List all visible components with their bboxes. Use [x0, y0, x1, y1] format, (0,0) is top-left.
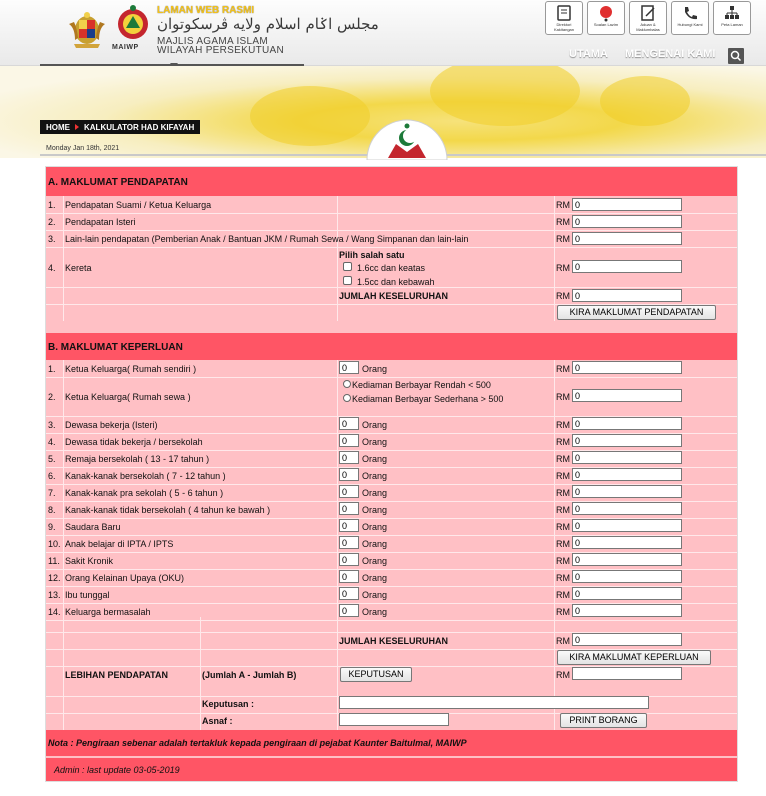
- section-b-title: B. MAKLUMAT KEPERLUAN: [48, 342, 183, 353]
- rm-label: RM: [556, 556, 570, 566]
- orang-label: Orang: [362, 522, 388, 532]
- row-number: 12.: [48, 573, 61, 583]
- section-b-total-label: JUMLAH KESELURUHAN: [339, 636, 449, 646]
- row-number: 2.: [48, 217, 56, 227]
- keperluan-amount-input[interactable]: [572, 587, 682, 600]
- faq-icon: [597, 4, 615, 22]
- section-a-header: [46, 167, 737, 196]
- nav-mengenai-kami[interactable]: MENGENAI KAMI: [625, 48, 716, 60]
- row-label: Saudara Baru: [65, 522, 121, 532]
- keperluan-amount-input[interactable]: [572, 570, 682, 583]
- orang-label: Orang: [362, 607, 388, 617]
- keperluan-count-input[interactable]: [339, 451, 359, 464]
- keperluan-amount-input[interactable]: [572, 451, 682, 464]
- rm-label: RM: [556, 437, 570, 447]
- orang-label: Orang: [362, 437, 388, 447]
- keperluan-amount-input[interactable]: [572, 468, 682, 481]
- kediaman-sederhana-radio[interactable]: [343, 394, 351, 402]
- kediaman-option-label: Kediaman Berbayar Sederhana > 500: [352, 394, 504, 404]
- row-number: 14.: [48, 607, 61, 617]
- row-label: Pendapatan Suami / Ketua Keluarga: [65, 200, 212, 210]
- asnaf-label: Asnaf :: [202, 716, 233, 726]
- section-a-total-label: JUMLAH KESELURUHAN: [339, 291, 449, 301]
- search-icon: [728, 48, 744, 64]
- note-bar: [46, 730, 737, 756]
- keperluan-count-input[interactable]: [339, 502, 359, 515]
- ketua-rumah-sewa-input[interactable]: [572, 389, 682, 402]
- keperluan-amount-input[interactable]: [572, 536, 682, 549]
- orang-label: Orang: [362, 364, 388, 374]
- row-label: Kanak-kanak bersekolah ( 7 - 12 tahun ): [65, 471, 226, 481]
- keperluan-amount-input[interactable]: [572, 519, 682, 532]
- keperluan-count-input[interactable]: [339, 468, 359, 481]
- rm-label: RM: [556, 522, 570, 532]
- row-label: Keluarga bermasalah: [65, 607, 151, 617]
- maiwp-emblem-icon: [366, 118, 448, 160]
- row-label: Kanak-kanak tidak bersekolah ( 4 tahun ke bawah ): [65, 505, 271, 515]
- rm-label: RM: [556, 291, 570, 301]
- keperluan-amount-input[interactable]: [572, 434, 682, 447]
- quick-link-label: Direktori Kakitangan: [553, 22, 574, 32]
- keperluan-count-input[interactable]: [339, 417, 359, 430]
- kediaman-rendah-radio[interactable]: [343, 380, 351, 388]
- orang-label: Orang: [362, 590, 388, 600]
- rm-label: RM: [556, 392, 570, 402]
- book-icon: [555, 4, 573, 22]
- maiwp-short-text: MAIWP: [112, 44, 139, 51]
- rm-label: RM: [556, 471, 570, 481]
- row-number: 3.: [48, 420, 56, 430]
- pendapatan-isteri-input[interactable]: [572, 215, 682, 228]
- org-name-line2: WILAYAH PERSEKUTUAN: [157, 45, 285, 56]
- col-divider: [337, 196, 338, 321]
- row-label: Orang Kelainan Upaya (OKU): [65, 573, 185, 583]
- section-b-header: [46, 333, 737, 360]
- rm-label: RM: [556, 234, 570, 244]
- breadcrumb-separator-icon: [75, 124, 79, 130]
- section-b-total-input[interactable]: [572, 633, 682, 646]
- row-number: 9.: [48, 522, 56, 532]
- row-number: 2.: [48, 392, 56, 402]
- keputusan-label: Keputusan :: [202, 699, 255, 709]
- quick-link-label: Peta Laman: [721, 22, 743, 27]
- kereta-input[interactable]: [572, 260, 682, 273]
- keperluan-amount-input[interactable]: [572, 502, 682, 515]
- print-borang-button[interactable]: PRINT BORANG: [560, 713, 647, 728]
- row-number: 4.: [48, 437, 56, 447]
- keperluan-count-input[interactable]: [339, 570, 359, 583]
- row-number: 6.: [48, 471, 56, 481]
- section-a-title: A. MAKLUMAT PENDAPATAN: [48, 177, 188, 188]
- kira-keperluan-button[interactable]: KIRA MAKLUMAT KEPERLUAN: [557, 650, 711, 665]
- rm-label: RM: [556, 200, 570, 210]
- row-number: 5.: [48, 454, 56, 464]
- page-date: Monday Jan 18th, 2021: [46, 145, 120, 152]
- rm-label: RM: [556, 454, 570, 464]
- keputusan-input[interactable]: [339, 696, 649, 709]
- quick-link-faq[interactable]: [587, 1, 625, 35]
- calculation-note: Nota : Pengiraan sebenar adalah tertakluk kepada pengiraan di pejabat Kaunter Baitulmal, MAIWP: [48, 738, 467, 748]
- keperluan-count-input[interactable]: [339, 553, 359, 566]
- rm-label: RM: [556, 670, 570, 680]
- row-label: Ketua Keluarga( Rumah sewa ): [65, 392, 191, 402]
- row-divider: [46, 247, 737, 248]
- kereta-prompt: Pilih salah satu: [339, 250, 405, 260]
- orang-label: Orang: [362, 420, 388, 430]
- kira-pendapatan-button[interactable]: KIRA MAKLUMAT PENDAPATAN: [557, 305, 716, 320]
- keperluan-amount-input[interactable]: [572, 604, 682, 617]
- row-label: Dewasa bekerja (Isteri): [65, 420, 158, 430]
- quick-links: [545, 1, 751, 35]
- form-edit-icon: [639, 4, 657, 22]
- kereta-15cc-checkbox[interactable]: [343, 276, 352, 285]
- ketua-rumah-sendiri-input[interactable]: [572, 361, 682, 374]
- asnaf-input[interactable]: [339, 713, 449, 726]
- row-divider: [46, 620, 737, 621]
- org-name-line1: MAJLIS AGAMA ISLAM: [157, 36, 268, 47]
- row-divider: [46, 287, 737, 288]
- row-number: 3.: [48, 234, 56, 244]
- kereta-option-label: 1.6cc dan keatas: [357, 263, 426, 273]
- quick-link-hubungi[interactable]: [671, 1, 709, 35]
- coat-of-arms-icon: [66, 10, 108, 50]
- col-divider: [554, 196, 555, 321]
- kereta-16cc-checkbox[interactable]: [343, 262, 352, 271]
- orang-label: Orang: [362, 505, 388, 515]
- keperluan-count-input[interactable]: [339, 434, 359, 447]
- ketua-rumah-sendiri-count[interactable]: [339, 361, 359, 374]
- lebihan-pendapatan-label: LEBIHAN PENDAPATAN: [65, 670, 168, 680]
- row-number: 4.: [48, 263, 56, 273]
- row-label: Kereta: [65, 263, 92, 273]
- row-number: 11.: [48, 556, 60, 566]
- lebihan-formula: (Jumlah A - Jumlah B): [202, 670, 297, 680]
- orang-label: Orang: [362, 573, 388, 583]
- rm-label: RM: [556, 364, 570, 374]
- pendapatan-lain-input[interactable]: [572, 232, 682, 245]
- kediaman-option-label: Kediaman Berbayar Rendah < 500: [352, 380, 491, 390]
- admin-bar: [46, 758, 737, 781]
- row-label: Ketua Keluarga( Rumah sendiri ): [65, 364, 197, 374]
- site-tag: LAMAN WEB RASMI: [157, 5, 255, 16]
- row-number: 10.: [48, 539, 61, 549]
- pendapatan-suami-input[interactable]: [572, 198, 682, 211]
- keputusan-button[interactable]: KEPUTUSAN: [340, 667, 412, 682]
- breadcrumb-home[interactable]: HOME: [46, 122, 70, 132]
- row-number: 13.: [48, 590, 61, 600]
- row-label: Pendapatan Isteri: [65, 217, 136, 227]
- lebihan-input[interactable]: [572, 667, 682, 680]
- kifayah-calculator-form: [45, 166, 738, 782]
- phone-icon: [681, 4, 699, 22]
- arabic-org-name: مجلس اݢام اسلام ولايه ڤرسكوتوان: [157, 15, 379, 33]
- rm-label: RM: [556, 573, 570, 583]
- row-label: Remaja bersekolah ( 13 - 17 tahun ): [65, 454, 210, 464]
- rm-label: RM: [556, 217, 570, 227]
- quick-link-direktori[interactable]: [545, 1, 583, 35]
- banner-decoration: [250, 86, 370, 146]
- maiwp-logo-icon: [114, 4, 152, 48]
- col-divider: [63, 196, 64, 321]
- admin-last-update: Admin : last update 03-05-2019: [54, 765, 180, 775]
- sitemap-icon: [723, 4, 741, 22]
- rm-label: RM: [556, 505, 570, 515]
- row-divider: [46, 213, 737, 214]
- row-number: 7.: [48, 488, 56, 498]
- rm-label: RM: [556, 539, 570, 549]
- row-number: 1.: [48, 364, 56, 374]
- rm-label: RM: [556, 607, 570, 617]
- orang-label: Orang: [362, 556, 388, 566]
- row-divider: [46, 230, 737, 231]
- breadcrumb-current: KALKULATOR HAD KIFAYAH: [84, 122, 195, 132]
- row-label: Anak belajar di IPTA / IPTS: [65, 539, 174, 549]
- quick-link-label: Hubungi Kami: [677, 22, 703, 27]
- kereta-option-label: 1.5cc dan kebawah: [357, 277, 435, 287]
- row-number: 8.: [48, 505, 56, 515]
- rm-label: RM: [556, 488, 570, 498]
- keperluan-amount-input[interactable]: [572, 553, 682, 566]
- quick-link-aduan[interactable]: [629, 1, 667, 35]
- rm-label: RM: [556, 590, 570, 600]
- search-button[interactable]: [728, 48, 744, 64]
- section-a-total-input[interactable]: [572, 289, 682, 302]
- row-label: Dewasa tidak bekerja / bersekolah: [65, 437, 203, 447]
- row-divider: [46, 377, 737, 378]
- keperluan-amount-input[interactable]: [572, 417, 682, 430]
- quick-link-peta[interactable]: [713, 1, 751, 35]
- row-label: Ibu tunggal: [65, 590, 110, 600]
- site-header: [0, 0, 766, 66]
- keperluan-amount-input[interactable]: [572, 485, 682, 498]
- quick-link-label: Soalan Lazim: [593, 22, 619, 27]
- keperluan-count-input[interactable]: [339, 604, 359, 617]
- breadcrumb: [40, 120, 200, 134]
- orang-label: Orang: [362, 471, 388, 481]
- row-label: Kanak-kanak pra sekolah ( 5 - 6 tahun ): [65, 488, 224, 498]
- rm-label: RM: [556, 263, 570, 273]
- row-number: 1.: [48, 200, 56, 210]
- orang-label: Orang: [362, 539, 388, 549]
- quick-link-label: Aduan & Maklumbalas: [636, 22, 660, 32]
- row-label: Lain-lain pendapatan (Pemberian Anak / Bantuan JKM / Rumah Sewa / Wang Simpanan dan lain-lain: [65, 234, 469, 244]
- row-label: Sakit Kronik: [65, 556, 114, 566]
- keperluan-count-input[interactable]: [339, 519, 359, 532]
- banner-decoration: [600, 76, 690, 126]
- keperluan-count-input[interactable]: [339, 587, 359, 600]
- orang-label: Orang: [362, 488, 388, 498]
- banner-decoration: [430, 66, 580, 126]
- keperluan-count-input[interactable]: [339, 485, 359, 498]
- orang-label: Orang: [362, 454, 388, 464]
- rm-label: RM: [556, 636, 570, 646]
- nav-utama[interactable]: UTAMA: [569, 48, 608, 60]
- rm-label: RM: [556, 420, 570, 430]
- keperluan-count-input[interactable]: [339, 536, 359, 549]
